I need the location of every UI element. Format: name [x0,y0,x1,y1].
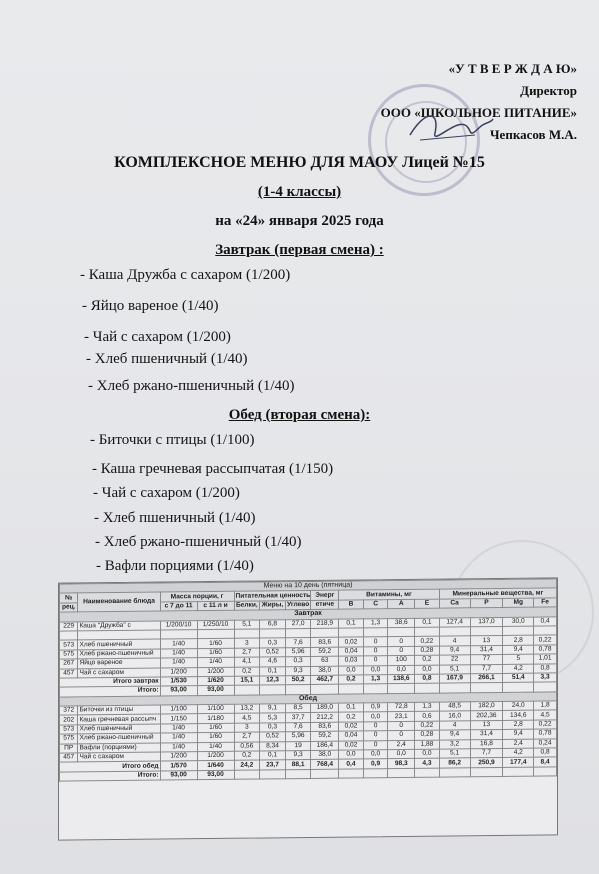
totals-cell: 1/620 [197,676,234,686]
table-cell: 1/60 [197,723,234,733]
totals-cell [363,768,388,778]
totals-cell: 24,2 [234,760,260,770]
header-vitamins: Витамины, мг [339,590,440,600]
table-cell: 218,9 [311,619,339,629]
header-mass: Масса порции, г [160,592,234,602]
totals-cell [339,684,364,694]
table-cell: 1/200 [160,752,197,762]
table-cell: Каша "Дружба" с [78,621,160,631]
totals-cell: 167,9 [439,674,470,684]
header-col: Ca [439,599,470,609]
approver-position: Директор [520,83,577,98]
table-cell: 9,4 [503,729,534,739]
table-cell: 1/100 [160,705,197,715]
totals-cell: 86,2 [439,758,470,768]
table-cell: 0,78 [534,729,557,739]
table-cell: 4,1 [234,657,260,667]
table-cell: 0,0 [388,749,415,759]
table-cell: 7,6 [285,638,311,648]
totals-cell: Итого завтрак [60,677,161,687]
table-cell: Чай с сахаром [78,668,160,678]
table-cell: 1,01 [534,654,557,664]
table-cell: 0,02 [339,722,364,732]
header-nutrition: Питательная ценность [235,591,311,600]
breakfast-item: - Хлеб пшеничный (1/40) [86,351,248,367]
table-cell: 24,0 [503,701,534,711]
table-cell: 0,28 [415,730,440,740]
totals-cell [311,684,339,694]
table-cell: 0,3 [260,723,286,733]
totals-cell [439,768,470,778]
table-cell: 1/40 [160,733,197,743]
table-cell: 1/180 [197,714,234,724]
table-cell: 0,1 [339,618,364,628]
header-minerals: Минеральные вещества, мг [439,588,556,599]
totals-cell: 1/640 [197,761,234,771]
header-col: B [339,600,364,610]
table-cell: 7,6 [285,722,311,732]
totals-cell: 768,4 [311,760,339,770]
totals-cell: 50,2 [285,675,311,685]
table-cell: 5 [503,654,534,664]
header-recipe: рец. [60,603,78,613]
table-cell: 2,8 [503,720,534,730]
table-cell: 2,4 [503,739,534,749]
table-cell: 575 [60,734,78,744]
table-cell: 0,3 [285,657,311,667]
table-cell: 1/200 [197,667,234,677]
table-cell: 0,2 [339,712,364,722]
table-cell [470,626,503,636]
table-cell: 37,7 [285,713,311,723]
totals-cell [415,683,440,693]
table-cell: 0,9 [363,703,388,713]
table-cell: 83,6 [311,722,339,732]
table-cell: 72,8 [388,702,415,712]
table-cell: 9,3 [285,751,311,761]
table-cell: 19 [285,741,311,751]
table-cell: 4,6 [260,657,286,667]
totals-cell [339,769,364,779]
table-cell: 0,1 [260,666,286,676]
grades-label: (1-4 классы) [257,184,342,200]
table-cell: ПР [60,744,78,754]
table-cell: 13,2 [234,704,260,714]
table-cell: 0,22 [534,720,557,730]
table-cell: 63 [311,656,339,666]
totals-cell: 1/570 [160,761,197,771]
table-cell: 0 [363,637,388,647]
table-cell: 0 [388,637,415,647]
table-cell: 1/40 [197,742,234,752]
table-cell: 48,5 [439,702,470,712]
table-cell: 4 [439,636,470,646]
breakfast-item: - Хлеб ржано-пшеничный (1/40) [88,378,295,394]
table-caption: Меню на 10 день (пятница) [60,579,557,594]
table-cell: 4,5 [534,710,557,720]
table-cell: 2,4 [388,740,415,750]
table-cell: 1/150 [160,714,197,724]
table-cell: 1/40 [160,742,197,752]
table-cell: 9,1 [260,704,286,714]
totals-cell [470,767,503,777]
table-cell: 0,2 [234,751,260,761]
table-cell: 9,3 [285,666,311,676]
table-cell: 23,1 [388,712,415,722]
table-cell: 1/40 [160,639,197,649]
table-cell: 38,6 [388,618,415,628]
table-cell: 0,1 [260,751,286,761]
table-cell: 457 [60,668,78,678]
table-cell: 38,0 [311,666,339,676]
table-cell: 59,2 [311,647,339,657]
table-cell: 0,0 [415,665,440,675]
table-cell: Хлеб пшеничный [78,639,160,649]
company-name: ООО «ШКОЛЬНОЕ ПИТАНИЕ» [380,105,577,120]
totals-cell [534,767,557,777]
header-dish-name: Наименование блюда [78,592,160,612]
totals-cell: 1,3 [363,675,388,685]
table-cell: 77 [470,655,503,665]
table-cell: 0,0 [363,665,388,675]
header-fat: Жиры, [260,601,286,611]
totals-cell [363,684,388,694]
table-cell: 30,0 [503,617,534,627]
section-title: Обед [60,692,557,707]
totals-cell [503,767,534,777]
table-cell: 0,04 [339,647,364,657]
table-cell: 1/60 [197,639,234,649]
lunch-item: - Каша гречневая рассыпчатая (1/150) [92,461,334,477]
totals-cell: 8,4 [534,757,557,767]
table-cell: 0,22 [534,635,557,645]
table-cell: 0 [388,721,415,731]
table-cell: 8,5 [285,704,311,714]
table-cell: Хлеб ржано-пшеничный [78,649,160,659]
lunch-item: - Хлеб пшеничный (1/40) [94,510,256,526]
table-cell [260,629,286,639]
totals-cell: 250,9 [470,758,503,768]
header-energy-2: етиче [311,600,339,610]
table-cell: 9,4 [503,645,534,655]
table-cell: 1,3 [363,618,388,628]
table-cell: 100 [388,656,415,666]
totals-cell: 0,9 [363,759,388,769]
table-cell: Яйцо вареное [78,658,160,668]
table-cell: 3,2 [439,739,470,749]
table-cell [311,628,339,638]
table-cell: 5,96 [285,732,311,742]
totals-cell [534,682,557,692]
table-cell: 8,34 [260,741,286,751]
table-cell: 0,2 [234,667,260,677]
header-energy: Энерг [311,591,339,601]
table-cell: Хлеб пшеничный [78,724,160,734]
table-cell: 5,1 [439,749,470,759]
totals-cell [388,768,415,778]
header-mass-b: с 11 л и [197,601,234,611]
table-cell: 0,22 [415,636,440,646]
table-cell: 1/40 [160,658,197,668]
table-cell: 2,7 [234,648,260,658]
table-cell: 0 [388,646,415,656]
table-cell: 267 [60,659,78,669]
totals-cell: 93,00 [197,770,234,780]
totals-cell: 88,1 [285,760,311,770]
totals-cell: 3,3 [534,673,557,683]
table-cell [60,631,78,641]
table-cell: 0,2 [415,655,440,665]
table-cell [363,628,388,638]
table-cell: 573 [60,640,78,650]
table-cell: 1/40 [160,724,197,734]
totals-cell: 93,00 [160,770,197,780]
table-cell: 0,3 [260,638,286,648]
table-cell: 6,8 [260,619,286,629]
table-cell: 575 [60,650,78,660]
table-cell: Хлеб ржано-пшеничный [78,733,160,743]
table-cell: 4,2 [503,664,534,674]
table-cell: 372 [60,706,78,716]
table-cell [415,627,440,637]
breakfast-title: Завтрак (первая смена) : [215,242,384,258]
table-cell [160,630,197,640]
table-cell: 1/40 [197,657,234,667]
table-cell: 13 [470,636,503,646]
table-cell: 0,24 [534,739,557,749]
table-cell [339,628,364,638]
totals-cell: 12,3 [260,676,286,686]
table-cell: 31,4 [470,730,503,740]
totals-cell: 462,7 [311,675,339,685]
table-cell: 0,04 [339,731,364,741]
table-cell: 2,7 [234,732,260,742]
header-col: C [363,599,388,609]
header-col: A [388,599,415,609]
lunch-item: - Биточки с птицы (1/100) [90,432,255,448]
totals-cell: 98,3 [388,759,415,769]
table-cell: 457 [60,753,78,763]
table-cell: 5,3 [260,713,286,723]
totals-cell: Итого: [60,771,161,781]
totals-cell [234,770,260,780]
table-cell: 27,0 [285,619,311,629]
header-col: E [415,599,440,609]
table-cell: 0,0 [388,665,415,675]
table-cell: 0,6 [415,712,440,722]
table-cell: 59,2 [311,731,339,741]
lunch-item: - Вафли порциями (1/40) [96,558,254,574]
totals-cell: 266,1 [470,673,503,683]
totals-cell [439,683,470,693]
table-cell: 9,4 [439,646,470,656]
totals-cell [311,769,339,779]
table-cell: 4 [439,721,470,731]
table-cell: 1/60 [197,733,234,743]
table-cell: 16,0 [439,711,470,721]
table-cell: 0,8 [534,663,557,673]
table-cell: 31,4 [470,645,503,655]
totals-cell [388,684,415,694]
table-cell: 0,0 [339,665,364,675]
table-cell: 0,56 [234,742,260,752]
totals-cell: 23,7 [260,760,286,770]
table-cell: 7,7 [470,664,503,674]
table-cell: 22 [439,655,470,665]
totals-cell: 138,6 [388,674,415,684]
nutrition-table [58,577,558,840]
table-cell: 1/40 [160,648,197,658]
menu-title: КОМПЛЕКСНОЕ МЕНЮ ДЛЯ МАОУ Лицей №15 [114,154,485,171]
table-cell: 212,2 [311,713,339,723]
signatory-name: Чепкасов М.А. [490,127,577,142]
breakfast-item: - Каша Дружба с сахаром (1/200) [80,267,291,283]
table-cell: 0,52 [260,647,286,657]
table-cell: 1/60 [197,648,234,658]
lunch-item: - Хлеб ржано-пшеничный (1/40) [95,534,302,550]
table-cell: Чай с сахаром [78,752,160,762]
table-cell: 0,1 [339,703,364,713]
table-cell: 38,0 [311,750,339,760]
table-cell: 202,36 [470,711,503,721]
table-cell: 1,3 [415,702,440,712]
totals-cell: 0,8 [415,674,440,684]
table-cell: 127,4 [439,617,470,627]
table-cell: 1/200/10 [160,620,197,630]
header-col: P [470,598,503,608]
totals-cell [285,685,311,695]
table-cell: 0 [363,646,388,656]
header-mass-a: с 7 до 11 [160,601,197,611]
table-cell: Каша гречневая рассыпч [78,715,160,725]
table-cell: 5,1 [439,664,470,674]
table-cell: 0,0 [415,749,440,759]
header-protein: Белки, [235,601,258,609]
table-cell: 1/100 [197,704,234,714]
table-cell: 0 [363,740,388,750]
table-cell: Вафли (порциями) [78,743,160,753]
section-title: Завтрак [60,607,557,622]
table-cell: 573 [60,725,78,735]
table-cell: 3 [234,638,260,648]
table-cell: 0 [363,722,388,732]
table-cell: 0,0 [363,750,388,760]
table-cell: 1/250/10 [197,620,234,630]
table-cell: 4,5 [234,713,260,723]
table-cell: 83,6 [311,638,339,648]
table-cell: 5,96 [285,647,311,657]
lunch-title: Обед (вторая смена): [228,407,371,423]
table-cell: 0,28 [415,646,440,656]
table-cell [534,626,557,636]
table-cell: 0,52 [260,732,286,742]
table-cell: 0,03 [339,656,364,666]
totals-cell: Итого: [60,686,161,696]
signature-mark [405,105,495,150]
totals-cell: Итого обед [60,761,161,771]
totals-cell: 177,4 [503,758,534,768]
totals-cell [260,685,286,695]
table-cell: 5,1 [234,620,260,630]
header-no: № [60,593,78,603]
table-cell: 0,78 [534,645,557,655]
totals-cell [470,683,503,693]
table-cell [285,628,311,638]
totals-cell: 93,00 [160,686,197,696]
approve-label: «У Т В Е Р Ж Д А Ю» [448,61,577,76]
table-cell: 0,8 [534,748,557,758]
table-cell: 1,88 [415,740,440,750]
totals-cell: 93,00 [197,686,234,696]
table-cell [439,627,470,637]
totals-cell [285,769,311,779]
header-col: Mg [503,598,534,608]
table-cell: 7,7 [470,748,503,758]
table-cell: 0,02 [339,637,364,647]
table-cell [197,629,234,639]
header-carbs: Углево [287,600,310,609]
totals-cell [234,685,260,695]
totals-cell: 1/530 [160,677,197,687]
table-cell: 0,1 [415,618,440,628]
table-cell: 186,4 [311,741,339,751]
table-cell: 0,4 [534,616,557,626]
breakfast-item: - Чай с сахаром (1/200) [84,329,231,345]
table-cell: 229 [60,621,78,631]
table-cell: 9,4 [439,730,470,740]
table-cell: 0,0 [339,750,364,760]
table-cell: 0,22 [415,721,440,731]
menu-date: на «24» января 2025 года [215,213,384,229]
table-cell: 0 [363,731,388,741]
table-cell: 1/200 [160,667,197,677]
table-cell: 13 [470,720,503,730]
table-cell: 3 [234,723,260,733]
lunch-item: - Чай с сахаром (1/200) [93,485,240,501]
breakfast-item: - Яйцо вареное (1/40) [82,298,219,314]
table-cell: 182,0 [470,702,503,712]
header-col: Fe [534,598,557,608]
table-cell: 189,0 [311,703,339,713]
table-cell: 202 [60,715,78,725]
totals-cell [260,770,286,780]
table-cell: 0,02 [339,741,364,751]
totals-cell [503,682,534,692]
table-cell: 137,0 [470,617,503,627]
table-cell [388,627,415,637]
totals-cell: 4,3 [415,759,440,769]
table-cell: 16,8 [470,739,503,749]
totals-cell: 0,2 [339,675,364,685]
table-cell: 0 [388,731,415,741]
table-cell: 1,8 [534,701,557,711]
table-cell: 134,6 [503,711,534,721]
table-cell [234,629,260,639]
table-cell: Биточки из птицы [78,705,160,715]
totals-cell: 15,1 [234,676,260,686]
table-cell: 0,0 [363,712,388,722]
table-cell: 0 [363,656,388,666]
totals-cell [415,768,440,778]
totals-cell: 51,4 [503,673,534,683]
totals-cell: 0,4 [339,759,364,769]
table-cell: 4,2 [503,748,534,758]
table-cell: 1/200 [197,751,234,761]
table-cell [503,626,534,636]
table-cell: 2,8 [503,635,534,645]
